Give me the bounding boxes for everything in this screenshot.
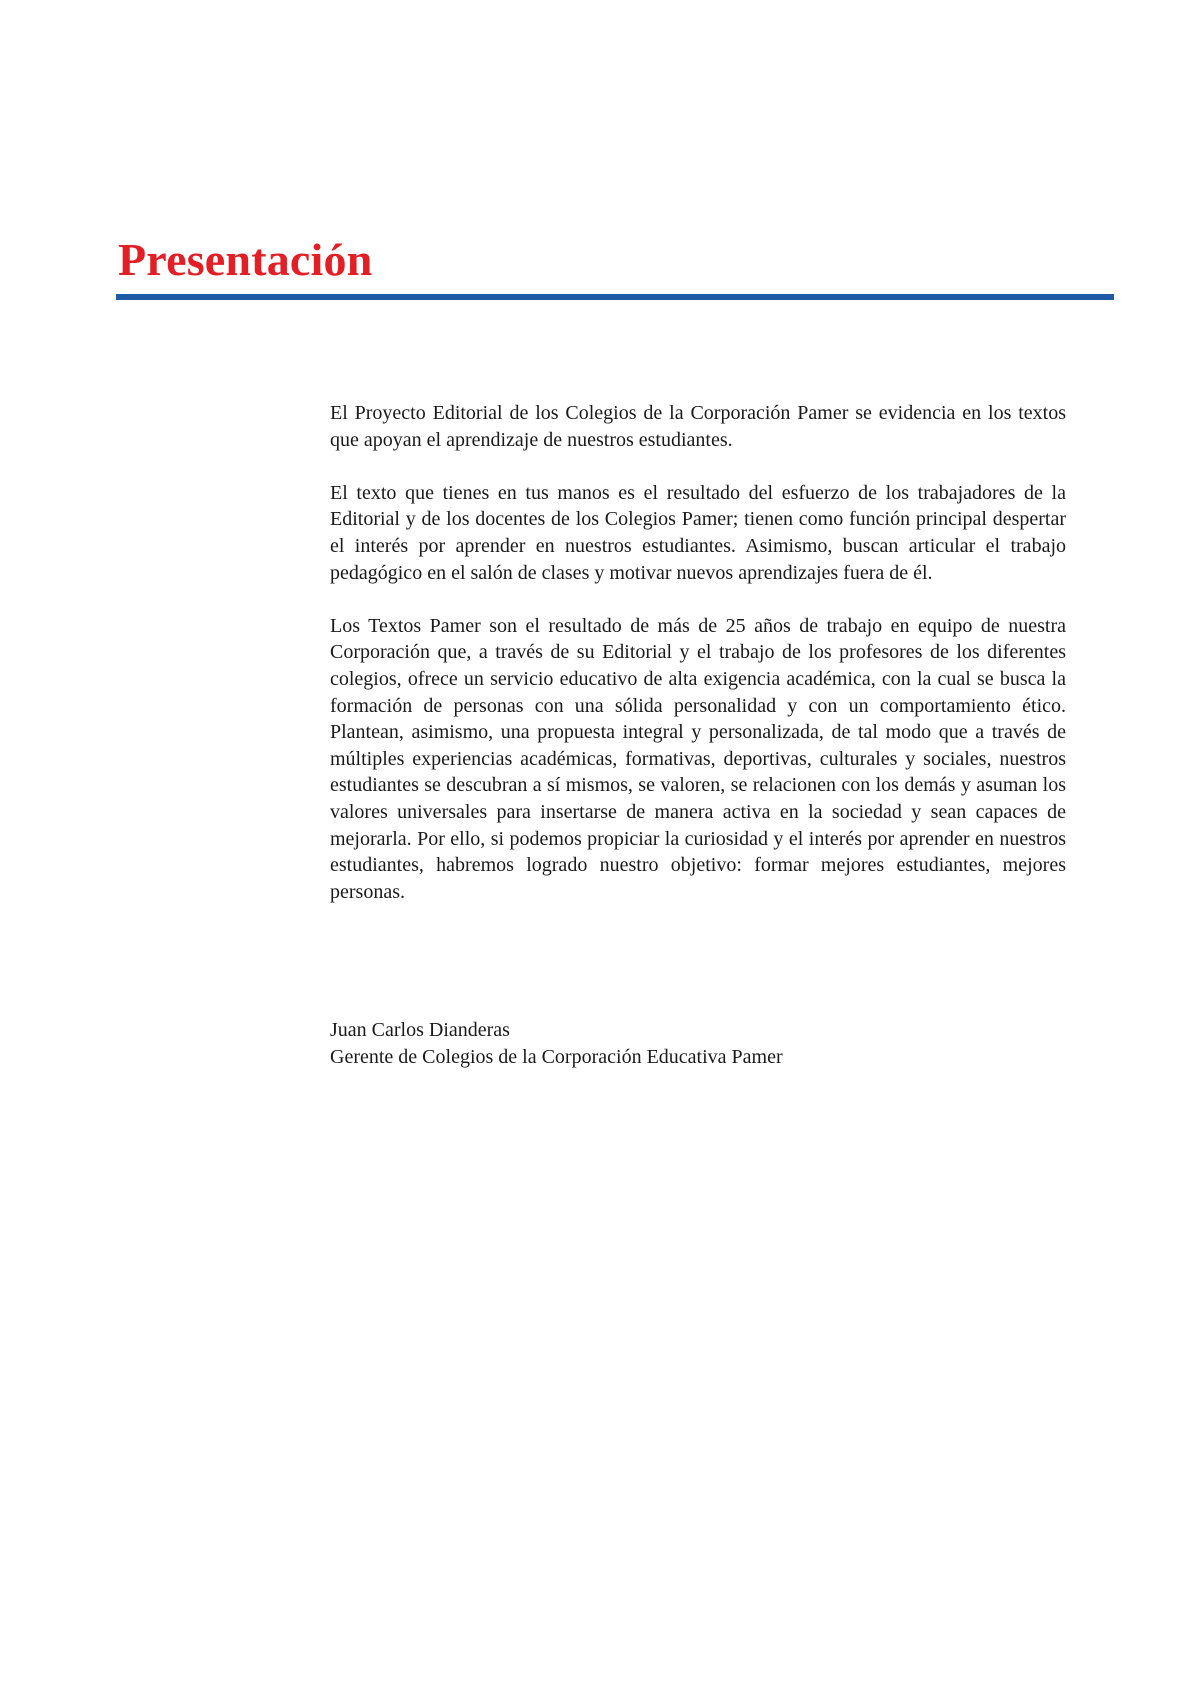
presentation-body: [330, 400, 1066, 932]
signature-name: Juan Carlos Dianderas: [330, 1019, 510, 1041]
page-title: Presentación: [118, 234, 373, 285]
paragraph-purpose: El texto que tienes en tus manos es el resultado del esfuerzo de los trabajadores de la Editorial y de los docentes de los Colegios Pamer; tienen como función principal despertar el interés por aprender en nuestros estudiantes. Asimismo, buscan articular el trabajo pedagógico en el salón de clases y motivar nuevos aprendizajes fuera de él.: [330, 481, 1066, 584]
paragraph-mission: Los Textos Pamer son el resultado de más de 25 años de trabajo en equipo de nuestra Corporación que, a través de su Editorial y el trabajo de los profesores de los diferentes colegios, ofrece un servicio educativo de alta exigencia académica, con la cual se busca la formación de personas con una sólida personalidad y con un comportamiento ético. Plantean, asimismo, una propuesta integral y personalizada, de tal modo que a través de múltiples experiencias académicas, formativas, deportivas, culturales y sociales, nuestros estudiantes se descubran a sí mismos, se valoren, se relacionen con los demás y asuman los valores universales para insertarse de manera activa en la sociedad y sean capaces de mejorarla. Por ello, si podemos propiciar la curiosidad y el interés por aprender en nuestros estudiantes, habremos logrado nuestro objetivo: formar mejores estudiantes, mejores personas.: [330, 614, 1066, 903]
signature-block: [330, 1017, 1066, 1070]
title-underline-rule: [116, 294, 1114, 300]
paragraph-intro: El Proyecto Editorial de los Colegios de la Corporación Pamer se evidencia en los textos que apoyan el aprendizaje de nuestros estudiantes.: [330, 402, 1066, 451]
signature-role: Gerente de Colegios de la Corporación Educativa Pamer: [330, 1045, 783, 1068]
